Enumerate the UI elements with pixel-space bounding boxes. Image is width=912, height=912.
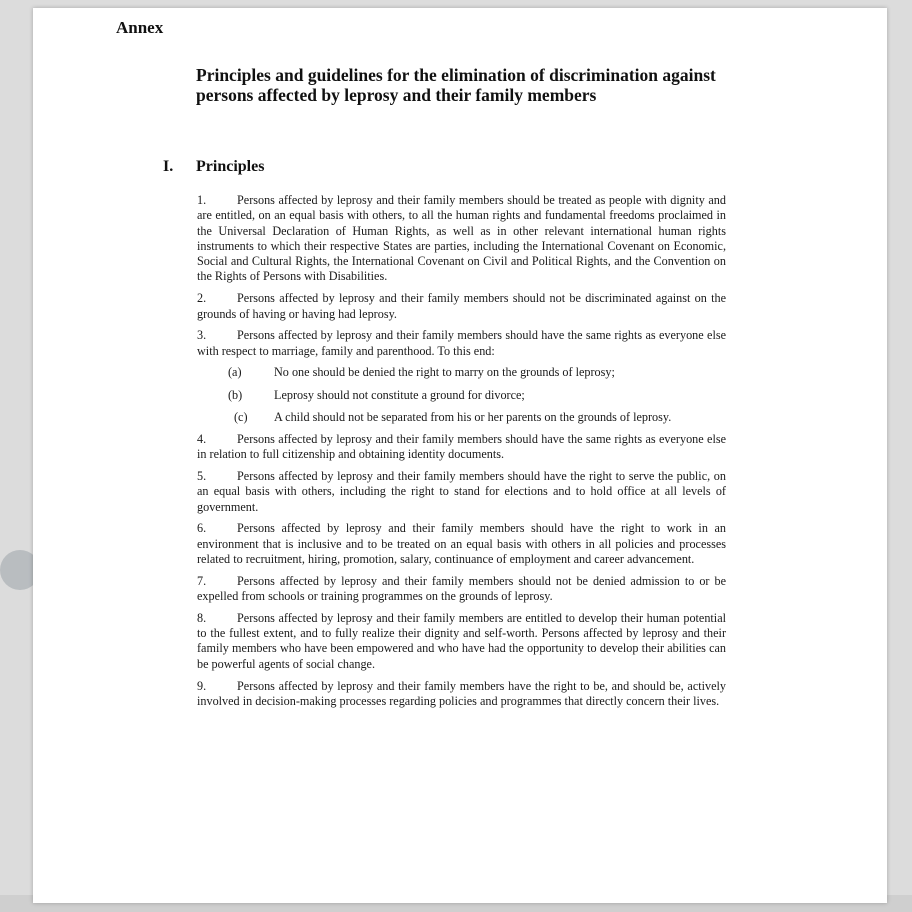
- document-body: [197, 193, 726, 716]
- subitem-c: [197, 410, 726, 425]
- subitem-text: No one should be denied the right to marry on the grounds of leprosy;: [274, 365, 615, 380]
- paragraph-6: [197, 521, 726, 567]
- paragraph-text: Persons affected by leprosy and their family members should have the same rights as everyone else with respect to marriage, family and parenthood. To this end:: [197, 328, 726, 358]
- paragraph-2: [197, 291, 726, 322]
- subitem-label: (c): [234, 410, 248, 425]
- paragraph-number: 8.: [197, 610, 207, 625]
- paragraph-5: [197, 469, 726, 515]
- paragraph-text: Persons affected by leprosy and their family members should be treated as people with dignity and are entitled, on an equal basis with others, to all the human rights and fundamental freedoms proclaimed in the Universal Declaration of Human Rights, as well as in other relevant international human rights instruments to which their respective States are parties, including the International Covenant on Economic, Social and Cultural Rights, the International Covenant on Civil and Political Rights, and the Convention on the Rights of Persons with Disabilities.: [197, 193, 726, 284]
- subitem-label: (b): [228, 387, 243, 402]
- paragraph-8: [197, 611, 726, 672]
- paragraph-text: Persons affected by leprosy and their family members should have the right to work in an environment that is inclusive and to be treated on an equal basis with others in all policies and processes related to recruitment, hiring, promotion, salary, continuance of employment and career advancement.: [197, 521, 726, 566]
- subitem-b: [197, 388, 726, 403]
- section-title: Principles: [196, 158, 265, 175]
- paragraph-number: 1.: [197, 193, 207, 207]
- subitem-text: A child should not be separated from his or her parents on the grounds of leprosy.: [274, 410, 672, 425]
- document-page: [33, 8, 887, 903]
- paragraph-text: Persons affected by leprosy and their family members should have the same rights as everyone else in relation to full citizenship and obtaining identity documents.: [197, 431, 726, 462]
- document-title: Principles and guidelines for the elimination of discrimination against persons affected by leprosy and their family members: [196, 65, 716, 105]
- subitem-text: Leprosy should not constitute a ground for divorce;: [274, 387, 525, 402]
- paragraph-number: 5.: [197, 468, 207, 483]
- paragraph-number: 4.: [197, 431, 207, 446]
- paragraph-number: 6.: [197, 521, 207, 536]
- paragraph-4: [197, 432, 726, 463]
- paragraph-number: 9.: [197, 678, 207, 693]
- paragraph-1: [197, 193, 726, 285]
- paragraph-number: 7.: [197, 573, 207, 588]
- paragraph-text: Persons affected by leprosy and their family members are entitled to develop their human potential to the fullest extent, and to fully realize their dignity and self-worth. Persons affected by leprosy and their family members who have been empowered and who have had the opportunity to develop their abilities can be powerful agents of social change.: [197, 610, 726, 671]
- paragraph-text: Persons affected by leprosy and their family members should not be discriminated against on the grounds of having or having had leprosy.: [197, 291, 726, 321]
- subitem-a: [197, 365, 726, 380]
- paragraph-7: [197, 574, 726, 605]
- paragraph-9: [197, 679, 726, 710]
- subitem-label: (a): [228, 365, 242, 380]
- paragraph-number: 2.: [197, 291, 207, 306]
- annex-heading: Annex: [116, 18, 164, 37]
- paragraph-number: 3.: [197, 328, 207, 343]
- paragraph-text: Persons affected by leprosy and their family members should have the right to serve the public, on an equal basis with others, including the right to stand for elections and to hold office at all levels of government.: [197, 468, 726, 514]
- paragraph-text: Persons affected by leprosy and their family members should not be denied admission to or be expelled from schools or training programmes on the grounds of leprosy.: [197, 573, 726, 604]
- paragraph-text: Persons affected by leprosy and their family members have the right to be, and should be, actively involved in decision-making processes regarding policies and programmes that directly concern their lives.: [197, 678, 726, 708]
- section-number: I.: [163, 158, 174, 175]
- paragraph-3: [197, 328, 726, 359]
